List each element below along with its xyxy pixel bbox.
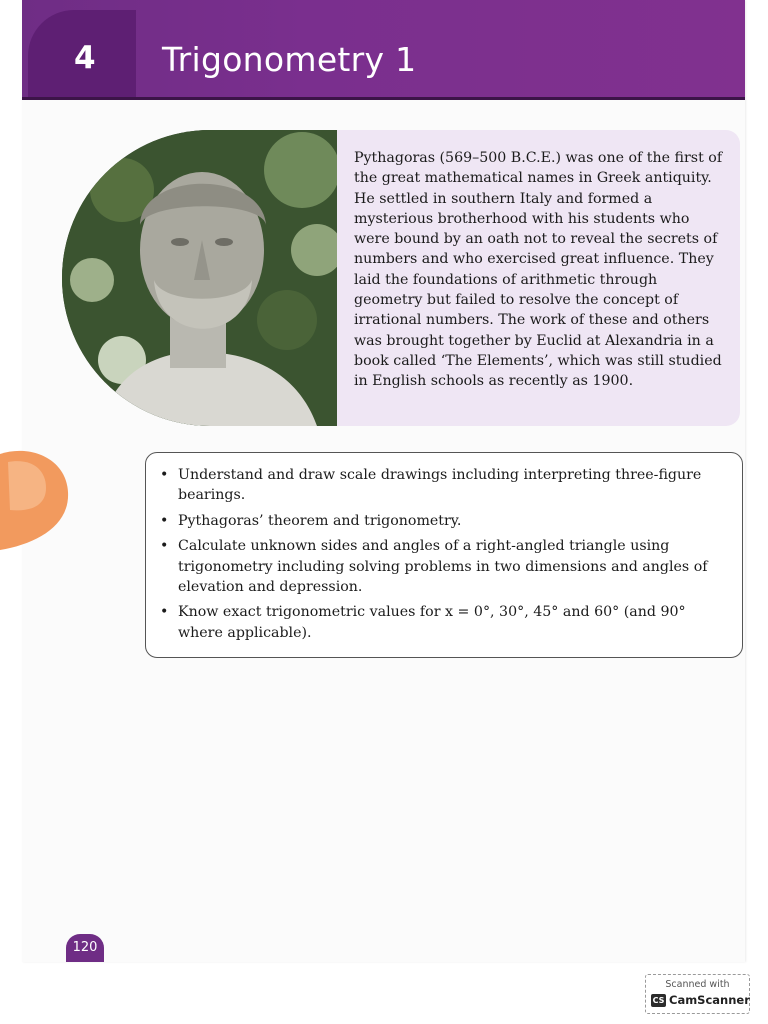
objective-item: • Pythagoras’ theorem and trigonometry. — [160, 511, 726, 531]
learning-objectives-box — [145, 452, 743, 658]
learning-objectives-list — [146, 453, 742, 643]
objective-item: • Calculate unknown sides and angles of a right-angled triangle using trigonometry including solving problems in two dimensions and angles of elevation and depression. — [160, 536, 726, 597]
intro-paragraph: Pythagoras (569–500 B.C.E.) was one of the first of the great mathematical names in Greek antiquity. He settled in southern Italy and formed a mysterious brotherhood with his students who were bound by an oath not to reveal the secrets of numbers and who exercised great influence. They laid the foundations of arithmetic through geometry but failed to resolve the concept of irrational numbers. The work of these and others was brought together by Euclid at Alexandria in a book called ‘The Elements’, which was still studied in English schools as recently as 1900. — [354, 150, 723, 390]
page-number: 120 — [66, 934, 104, 962]
watermark-caption: Scanned with — [665, 979, 730, 990]
watermark-brand: CamScanner — [669, 993, 750, 1007]
scanner-watermark — [645, 974, 750, 1014]
chapter-number: 4 — [74, 40, 96, 76]
objective-item: • Know exact trigonometric values for x = 0°, 30°, 45° and 60° (and 90° where applicable). — [160, 602, 726, 643]
objective-item: • Understand and draw scale drawings including interpreting three-figure bearings. — [160, 465, 726, 506]
finger-in-scan — [0, 448, 70, 552]
chapter-title: Trigonometry 1 — [162, 40, 417, 79]
camscanner-logo-icon: CS — [652, 996, 665, 1005]
